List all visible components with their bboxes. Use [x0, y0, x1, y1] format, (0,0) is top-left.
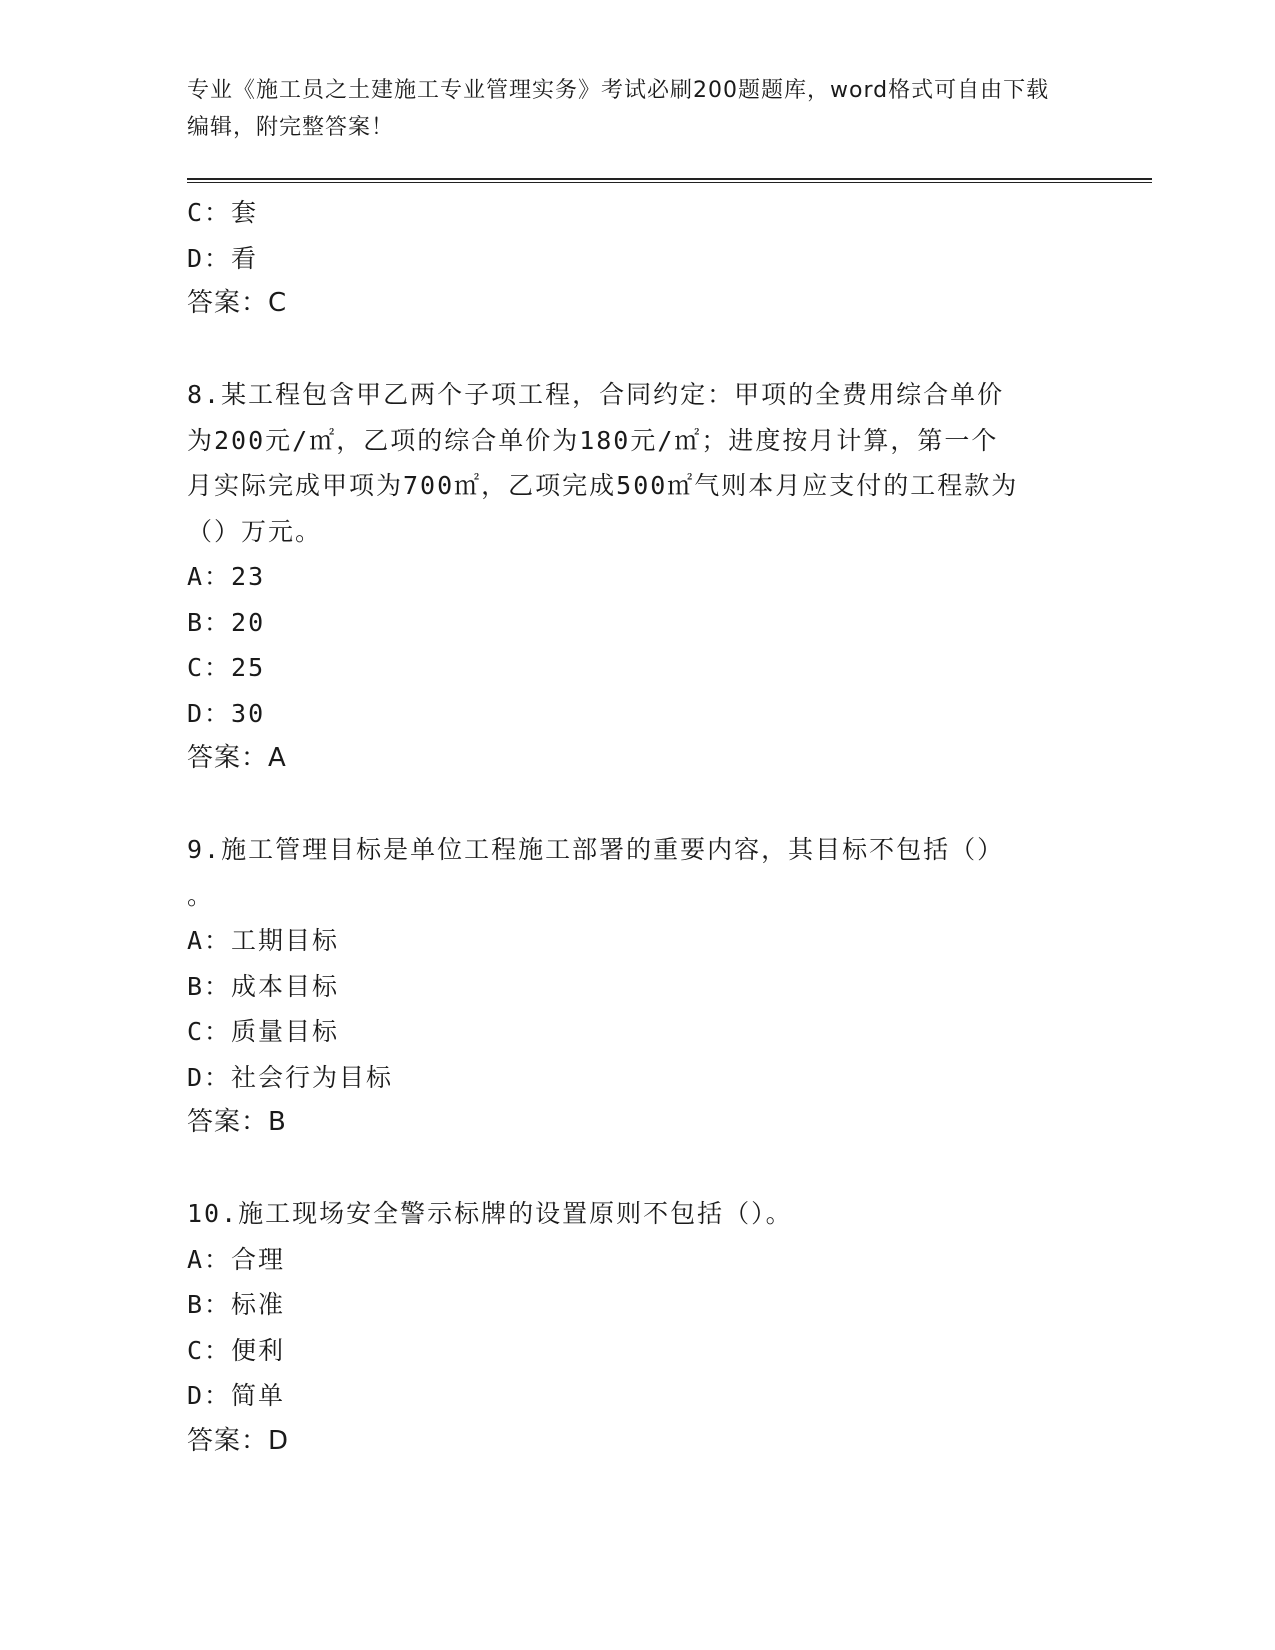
header-divider-thick: [187, 178, 1152, 180]
question-stem-line: 为200元/㎡，乙项的综合单价为180元/㎡；进度按月计算，第一个: [187, 425, 999, 455]
question-stem-line: 月实际完成甲项为700㎡，乙项完成500㎡气则本月应支付的工程款为: [187, 471, 1019, 500]
option-b: B：标准: [187, 1290, 286, 1319]
option-d: D：简单: [187, 1381, 286, 1410]
answer-line: 答案：C: [187, 288, 288, 318]
header-divider-thin: [187, 182, 1152, 183]
option-b: B：20: [187, 607, 266, 637]
question-list: [187, 190, 1067, 1464]
option-b: B：成本目标: [187, 971, 340, 1001]
question-stem-line: 。: [187, 880, 215, 910]
spacer: [187, 327, 1067, 373]
option-a: A：23: [187, 562, 266, 591]
answer-line: 答案：A: [187, 743, 287, 773]
question-stem-line: 8.某工程包含甲乙两个子项工程，合同约定：甲项的全费用综合单价: [187, 380, 1005, 409]
option-a: A：工期目标: [187, 926, 340, 955]
question-stem-line: 10.施工现场安全警示标牌的设置原则不包括（）。: [187, 1199, 793, 1228]
answer-line: 答案：B: [187, 1107, 287, 1137]
spacer: [187, 1146, 1067, 1192]
spacer: [187, 782, 1067, 828]
question-stem-line: 9.施工管理目标是单位工程施工部署的重要内容，其目标不包括（）: [187, 835, 1005, 864]
option-c: C：25: [187, 653, 266, 682]
option-c: C：套: [187, 198, 259, 227]
question-stem-line: （）万元。: [187, 516, 323, 546]
option-d: D：看: [187, 243, 259, 273]
document-header: 专业《施工员之土建施工专业管理实务》考试必刷200题题库，word格式可自由下载编辑，附完整答案！: [187, 78, 1050, 140]
option-d: D：30: [187, 698, 266, 728]
answer-line: 答案：D: [187, 1425, 290, 1456]
option-a: A：合理: [187, 1244, 286, 1274]
option-c: C：便利: [187, 1335, 286, 1365]
option-c: C：质量目标: [187, 1017, 340, 1046]
option-d: D：社会行为目标: [187, 1062, 394, 1092]
